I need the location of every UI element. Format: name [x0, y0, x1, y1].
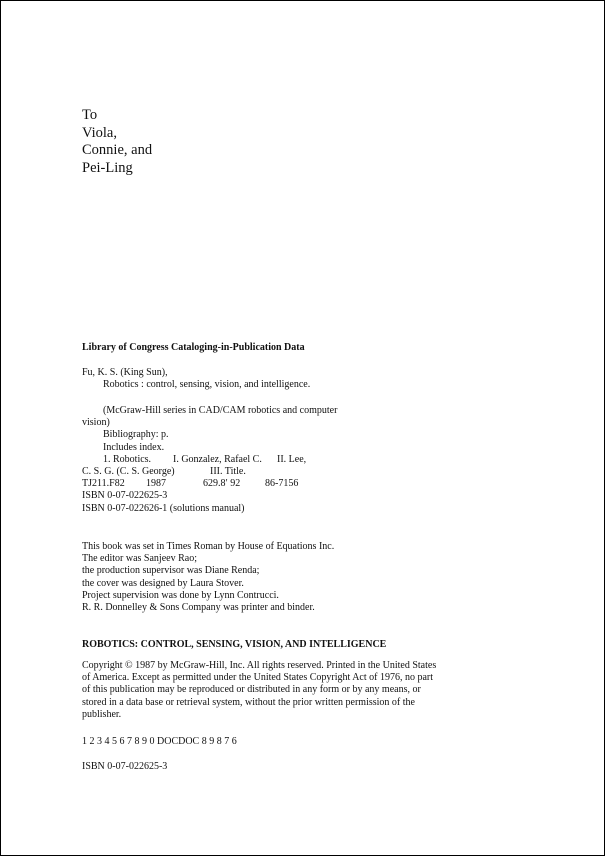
cip-isbn: ISBN 0-07-022626-1 (solutions manual)	[82, 502, 245, 514]
cip-subjects-line	[82, 466, 337, 478]
copyright-line: stored in a data base or retrieval system, without the prior written permission of the	[82, 696, 415, 708]
cip-entry	[82, 367, 310, 391]
copyright-line: Copyright © 1987 by McGraw-Hill, Inc. All rights reserved. Printed in the United States	[82, 660, 437, 671]
cip-classification	[82, 478, 337, 490]
cip-lccn: 86-7156	[265, 478, 299, 490]
cip-subject: III. Title.	[210, 466, 246, 478]
cip-subject: I. Gonzalez, Rafael C.	[173, 453, 262, 465]
book-title: ROBOTICS: CONTROL, SENSING, VISION, AND INTELLIGENCE	[82, 639, 387, 650]
cip-subjects-line	[82, 454, 337, 466]
credit-line: This book was set in Times Roman by House of Equations Inc.	[82, 541, 335, 552]
credit-line: the production supervisor was Diane Renda;	[82, 565, 260, 577]
cip-subject: II. Lee,	[277, 453, 307, 465]
cip-series-line: (McGraw-Hill series in CAD/CAM robotics and computer	[103, 405, 338, 416]
cip-series-line: vision)	[82, 417, 110, 429]
dedication-line: Connie, and	[82, 142, 153, 158]
cip-author: Fu, K. S. (King Sun),	[82, 367, 168, 378]
dedication-line: Viola,	[82, 124, 117, 141]
cip-index: Includes index.	[103, 441, 165, 453]
credit-line: The editor was Sanjeev Rao;	[82, 553, 197, 565]
production-credits	[82, 541, 334, 614]
dedication-line: To	[82, 107, 98, 123]
cip-dewey: 629.8′ 92	[203, 478, 241, 490]
cip-subject: C. S. G. (C. S. George)	[82, 466, 175, 478]
cip-title: Robotics : control, sensing, vision, and intelligence.	[103, 379, 311, 391]
cip-subject: 1. Robotics.	[103, 453, 152, 465]
cip-bibliography: Bibliography: p.	[103, 429, 169, 441]
dedication-line: Pei-Ling	[82, 159, 133, 176]
copyright-line: of this publication may be reproduced or distributed in any form or by any means, or	[82, 684, 421, 696]
copyright-line: of America. Except as permitted under the United States Copyright Act of 1976, no part	[82, 672, 434, 684]
credit-line: R. R. Donnelley & Sons Company was printer and binder.	[82, 602, 315, 614]
copyright-line: publisher.	[82, 708, 122, 720]
cip-heading: Library of Congress Cataloging-in-Publication Data	[82, 342, 305, 353]
copyright-notice	[82, 660, 472, 721]
cip-isbn: ISBN 0-07-022625-3	[82, 490, 168, 502]
dedication	[82, 107, 152, 177]
isbn-footer: ISBN 0-07-022625-3	[82, 761, 168, 772]
cip-series-block	[82, 405, 337, 515]
cip-call-number: TJ211.F82	[82, 478, 125, 490]
cip-year: 1987	[146, 478, 166, 490]
credit-line: Project supervision was done by Lynn Contrucci.	[82, 589, 279, 601]
printing-line: 1 2 3 4 5 6 7 8 9 0 DOCDOC 8 9 8 7 6	[82, 736, 237, 747]
credit-line: the cover was designed by Laura Stover.	[82, 577, 244, 589]
